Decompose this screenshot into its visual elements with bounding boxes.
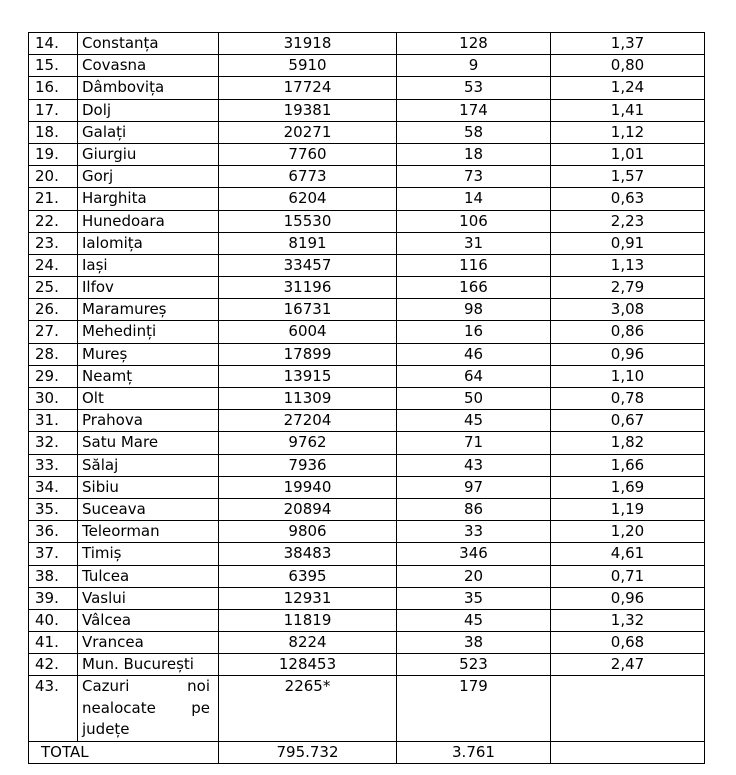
cell-rate: 0,96 — [551, 343, 705, 365]
county-name: Galați — [78, 121, 219, 143]
county-name: Mehedinți — [78, 321, 219, 343]
cell-cases: 8191 — [219, 232, 397, 254]
table-row — [29, 210, 705, 232]
cell-cases: 9762 — [219, 432, 397, 454]
row-number: 22. — [29, 210, 78, 232]
cell-rate: 0,68 — [551, 632, 705, 654]
table-row-unallocated — [29, 676, 705, 742]
cell-rate: 1,24 — [551, 77, 705, 99]
county-name: Harghita — [78, 188, 219, 210]
county-name: Vaslui — [78, 587, 219, 609]
unallocated-label — [78, 676, 219, 742]
county-name: Satu Mare — [78, 432, 219, 454]
cell-rate: 0,80 — [551, 55, 705, 77]
county-cases-table — [28, 32, 705, 764]
cell-new-cases: 38 — [397, 632, 551, 654]
table-row — [29, 543, 705, 565]
cell-cases: 19381 — [219, 99, 397, 121]
cell-cases: 16731 — [219, 299, 397, 321]
cell-cases: 5910 — [219, 55, 397, 77]
table-row — [29, 632, 705, 654]
cell-cases: 31918 — [219, 33, 397, 55]
cell-rate: 2,23 — [551, 210, 705, 232]
county-name: Ilfov — [78, 277, 219, 299]
cell-new-cases: 45 — [397, 609, 551, 631]
table-row — [29, 77, 705, 99]
table-row — [29, 587, 705, 609]
table-row — [29, 365, 705, 387]
table-row — [29, 166, 705, 188]
cell-cases: 20894 — [219, 498, 397, 520]
cell-new-cases: 128 — [397, 33, 551, 55]
cell-cases: 9806 — [219, 521, 397, 543]
cell-rate: 0,67 — [551, 410, 705, 432]
row-number: 27. — [29, 321, 78, 343]
cell-new-cases: 179 — [397, 676, 551, 742]
cell-new-cases: 20 — [397, 565, 551, 587]
row-number: 28. — [29, 343, 78, 365]
cell-rate: 1,19 — [551, 498, 705, 520]
row-number: 25. — [29, 277, 78, 299]
county-name: Dâmbovița — [78, 77, 219, 99]
cell-rate: 1,01 — [551, 143, 705, 165]
table-row — [29, 609, 705, 631]
county-name: Timiș — [78, 543, 219, 565]
row-number: 41. — [29, 632, 78, 654]
county-name: Iași — [78, 254, 219, 276]
row-number: 39. — [29, 587, 78, 609]
cell-rate: 0,86 — [551, 321, 705, 343]
table-row — [29, 498, 705, 520]
cell-rate: 0,78 — [551, 388, 705, 410]
cell-cases: 13915 — [219, 365, 397, 387]
cell-cases: 20271 — [219, 121, 397, 143]
table-row — [29, 232, 705, 254]
county-name: Dolj — [78, 99, 219, 121]
row-number: 43. — [29, 676, 78, 742]
table-row — [29, 277, 705, 299]
cell-cases: 27204 — [219, 410, 397, 432]
cell-cases: 6004 — [219, 321, 397, 343]
row-number: 19. — [29, 143, 78, 165]
cell-cases: 11309 — [219, 388, 397, 410]
county-name: Ialomița — [78, 232, 219, 254]
cell-rate: 0,91 — [551, 232, 705, 254]
row-number: 34. — [29, 476, 78, 498]
cell-rate: 3,08 — [551, 299, 705, 321]
cell-rate: 1,66 — [551, 454, 705, 476]
cell-new-cases: 116 — [397, 254, 551, 276]
cell-new-cases: 9 — [397, 55, 551, 77]
cell-new-cases: 174 — [397, 99, 551, 121]
cell-cases: 7760 — [219, 143, 397, 165]
total-cases: 795.732 — [219, 741, 397, 763]
county-name: Tulcea — [78, 565, 219, 587]
cell-cases: 31196 — [219, 277, 397, 299]
cell-new-cases: 53 — [397, 77, 551, 99]
cell-new-cases: 33 — [397, 521, 551, 543]
cell-cases: 6395 — [219, 565, 397, 587]
cell-rate: 1,69 — [551, 476, 705, 498]
cell-cases: 7936 — [219, 454, 397, 476]
county-name: Prahova — [78, 410, 219, 432]
cell-rate: 1,41 — [551, 99, 705, 121]
cell-new-cases: 31 — [397, 232, 551, 254]
row-number: 24. — [29, 254, 78, 276]
cell-rate: 2,47 — [551, 654, 705, 676]
row-number: 32. — [29, 432, 78, 454]
county-name: Suceava — [78, 498, 219, 520]
table-footer — [29, 676, 705, 764]
row-number: 40. — [29, 609, 78, 631]
cell-new-cases: 50 — [397, 388, 551, 410]
row-number: 15. — [29, 55, 78, 77]
row-number: 38. — [29, 565, 78, 587]
cell-new-cases: 346 — [397, 543, 551, 565]
table-row — [29, 143, 705, 165]
cell-rate: 1,37 — [551, 33, 705, 55]
total-label: TOTAL — [29, 741, 219, 763]
row-number: 18. — [29, 121, 78, 143]
table-body — [29, 33, 705, 676]
cell-cases: 2265* — [219, 676, 397, 742]
row-number: 21. — [29, 188, 78, 210]
cell-new-cases: 58 — [397, 121, 551, 143]
cell-rate: 0,71 — [551, 565, 705, 587]
county-name: Vrancea — [78, 632, 219, 654]
label-word: județe — [82, 720, 130, 739]
row-number: 16. — [29, 77, 78, 99]
cell-cases: 17724 — [219, 77, 397, 99]
table-row — [29, 188, 705, 210]
cell-new-cases: 73 — [397, 166, 551, 188]
table-row — [29, 299, 705, 321]
cell-new-cases: 43 — [397, 454, 551, 476]
table-row — [29, 476, 705, 498]
table-row — [29, 55, 705, 77]
row-number: 20. — [29, 166, 78, 188]
cell-new-cases: 98 — [397, 299, 551, 321]
cell-new-cases: 97 — [397, 476, 551, 498]
county-name: Gorj — [78, 166, 219, 188]
county-name: Covasna — [78, 55, 219, 77]
county-name: Olt — [78, 388, 219, 410]
row-number: 26. — [29, 299, 78, 321]
table-row — [29, 565, 705, 587]
county-name: Sibiu — [78, 476, 219, 498]
row-number: 17. — [29, 99, 78, 121]
cell-rate: 1,32 — [551, 609, 705, 631]
county-name: Maramureș — [78, 299, 219, 321]
table-row — [29, 321, 705, 343]
row-number: 35. — [29, 498, 78, 520]
row-number: 23. — [29, 232, 78, 254]
cell-new-cases: 35 — [397, 587, 551, 609]
cell-new-cases: 106 — [397, 210, 551, 232]
county-name: Giurgiu — [78, 143, 219, 165]
cell-rate: 2,79 — [551, 277, 705, 299]
county-name: Sălaj — [78, 454, 219, 476]
cell-new-cases: 166 — [397, 277, 551, 299]
cell-cases: 128453 — [219, 654, 397, 676]
cell-rate: 1,13 — [551, 254, 705, 276]
cell-new-cases: 16 — [397, 321, 551, 343]
label-word: Cazuri — [82, 677, 130, 696]
cell-rate: 0,96 — [551, 587, 705, 609]
county-name: Constanța — [78, 33, 219, 55]
table-row — [29, 99, 705, 121]
table-row — [29, 388, 705, 410]
county-name: Neamț — [78, 365, 219, 387]
cell-rate: 4,61 — [551, 543, 705, 565]
cell-cases: 8224 — [219, 632, 397, 654]
row-number: 29. — [29, 365, 78, 387]
table-row-total — [29, 741, 705, 763]
row-number: 42. — [29, 654, 78, 676]
table-row — [29, 121, 705, 143]
county-name: Hunedoara — [78, 210, 219, 232]
cell-new-cases: 86 — [397, 498, 551, 520]
label-word: nealocate — [82, 698, 156, 717]
table-row — [29, 410, 705, 432]
table-row — [29, 33, 705, 55]
cell-new-cases: 46 — [397, 343, 551, 365]
cell-new-cases: 523 — [397, 654, 551, 676]
cell-cases: 19940 — [219, 476, 397, 498]
table-row — [29, 343, 705, 365]
cell-rate: 1,82 — [551, 432, 705, 454]
table-row — [29, 654, 705, 676]
county-name: Mun. București — [78, 654, 219, 676]
table-row — [29, 254, 705, 276]
cell-rate: 1,57 — [551, 166, 705, 188]
cell-rate: 1,12 — [551, 121, 705, 143]
cell-rate — [551, 676, 705, 742]
county-name: Teleorman — [78, 521, 219, 543]
row-number: 30. — [29, 388, 78, 410]
cell-new-cases: 64 — [397, 365, 551, 387]
total-new-cases: 3.761 — [397, 741, 551, 763]
county-name: Mureș — [78, 343, 219, 365]
cell-cases: 38483 — [219, 543, 397, 565]
row-number: 31. — [29, 410, 78, 432]
table-row — [29, 432, 705, 454]
cell-cases: 33457 — [219, 254, 397, 276]
row-number: 33. — [29, 454, 78, 476]
table-row — [29, 521, 705, 543]
cell-rate: 1,20 — [551, 521, 705, 543]
row-number: 37. — [29, 543, 78, 565]
cell-new-cases: 45 — [397, 410, 551, 432]
table-row — [29, 454, 705, 476]
cell-rate: 1,10 — [551, 365, 705, 387]
cell-new-cases: 14 — [397, 188, 551, 210]
cell-rate: 0,63 — [551, 188, 705, 210]
cell-cases: 6773 — [219, 166, 397, 188]
cell-cases: 11819 — [219, 609, 397, 631]
cell-cases: 15530 — [219, 210, 397, 232]
cell-new-cases: 71 — [397, 432, 551, 454]
cell-cases: 17899 — [219, 343, 397, 365]
total-rate — [551, 741, 705, 763]
label-word: pe — [191, 698, 210, 717]
cell-new-cases: 18 — [397, 143, 551, 165]
label-word: noi — [187, 677, 210, 696]
row-number: 36. — [29, 521, 78, 543]
cell-cases: 6204 — [219, 188, 397, 210]
county-name: Vâlcea — [78, 609, 219, 631]
cell-cases: 12931 — [219, 587, 397, 609]
row-number: 14. — [29, 33, 78, 55]
